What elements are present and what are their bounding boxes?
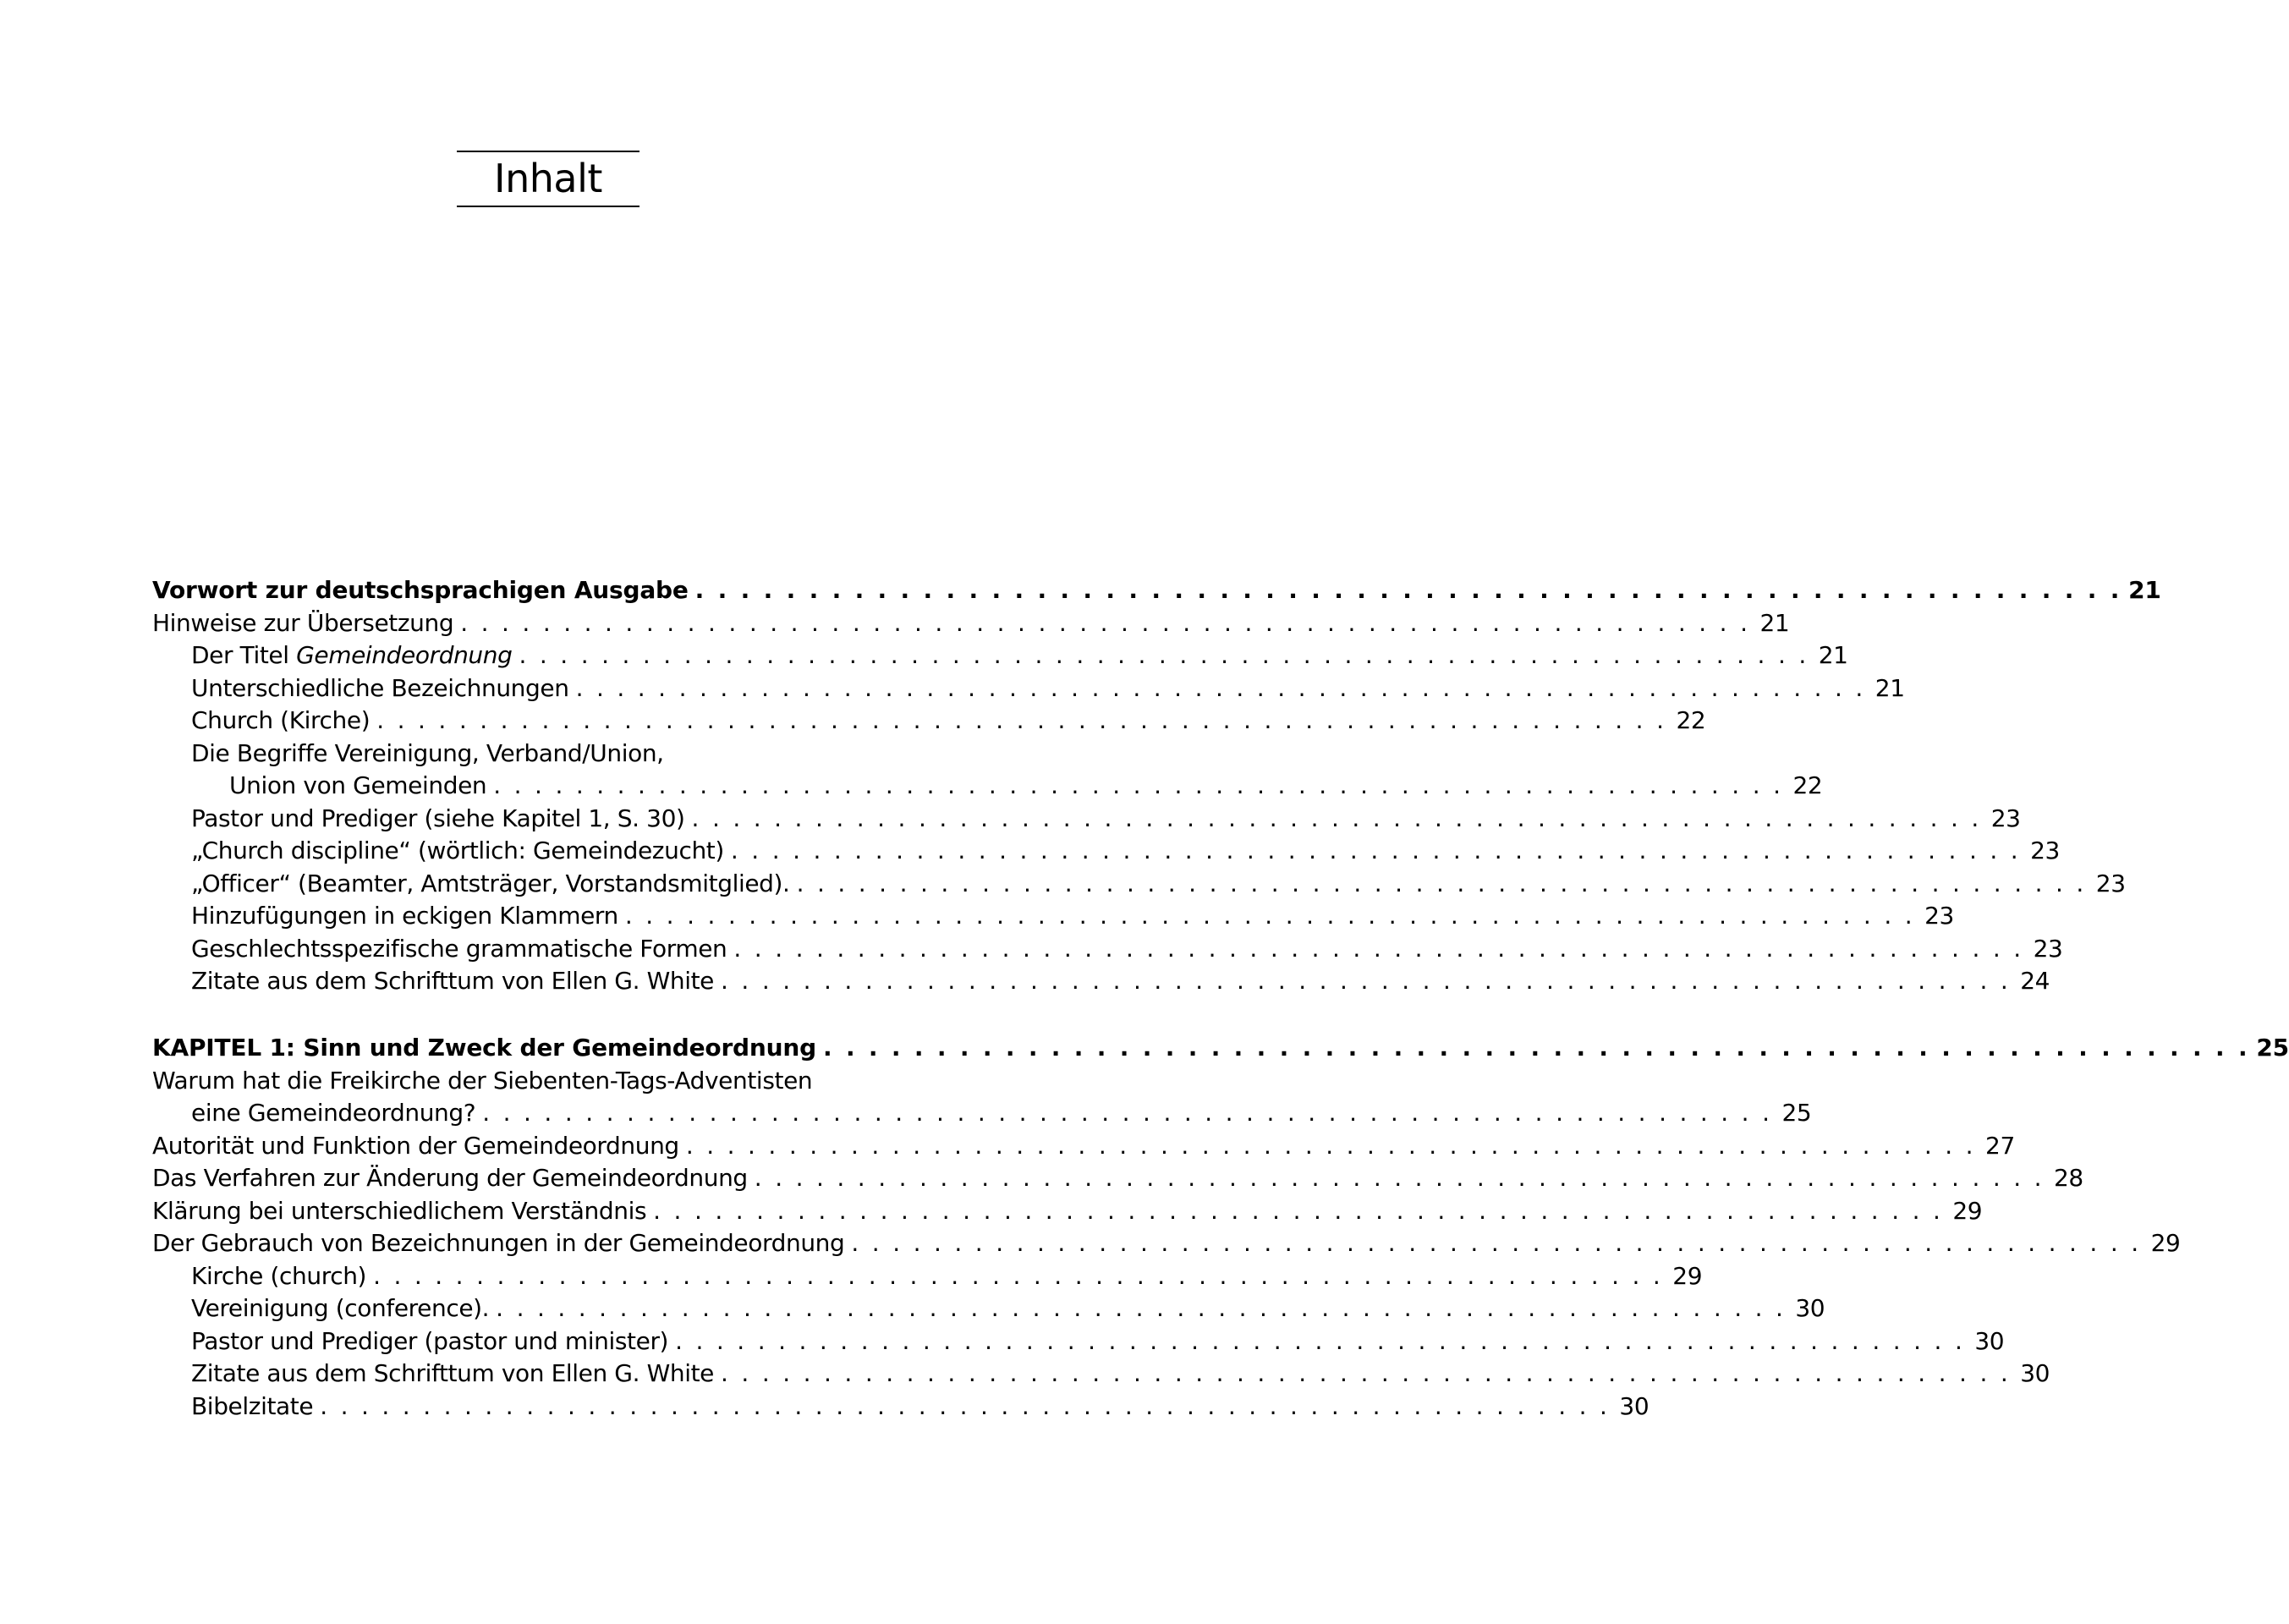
toc-entry-title: Union von Gemeinden	[229, 771, 487, 799]
toc-entry-title-italic: Gemeindeordnung	[296, 641, 513, 669]
toc-entry-kirche[interactable]	[152, 1259, 1703, 1293]
toc-entry-page: 21	[1759, 609, 1790, 637]
toc-entry-page: 21	[2128, 576, 2161, 604]
dot-leader: . . . . . . . . . . . . . . . . . . . . . . . . . . . . . . . . . . . . . . . . . . . . . . . . . . . . . . . . . . . . . . .	[320, 1392, 1611, 1420]
toc-entry-title: Die Begriffe Vereinigung, Verband/Union,	[191, 739, 664, 767]
toc-entry-title: Church (Kirche)	[191, 706, 371, 734]
toc-entry-title: Hinweise zur Übersetzung	[152, 609, 454, 637]
toc-entry-page: 21	[1875, 674, 1905, 702]
dot-leader: . . . . . . . . . . . . . . . . . . . . . . . . . . . . . . . . . . . . . . . . . . . . . . . . . . . . . . . . . . . . . . .	[796, 870, 2087, 897]
toc-entry-page: 28	[2054, 1164, 2083, 1192]
toc-entry-page: 23	[1990, 804, 2021, 832]
toc-entry-title: Vorwort zur deutschsprachigen Ausgabe	[152, 576, 689, 604]
toc-entry-zitate-1[interactable]	[152, 964, 2050, 998]
toc-entry-warum-line1[interactable]	[152, 1064, 949, 1098]
toc-entry-title: Warum hat die Freikirche der Siebenten-Tags-Adventisten	[152, 1067, 813, 1095]
toc-entry-bezeichnungen[interactable]	[152, 672, 1905, 705]
toc-entry-page: 29	[1672, 1262, 1703, 1290]
toc-entry-page: 27	[1985, 1132, 2015, 1160]
toc-entry-page: 29	[2150, 1229, 2181, 1257]
dot-leader: . . . . . . . . . . . . . . . . . . . . . . . . . . . . . . . . . . . . . . . . . . . . . . . . . . . . . . . . . . . . . . .	[653, 1197, 1944, 1225]
dot-leader: . . . . . . . . . . . . . . . . . . . . . . . . . . . . . . . . . . . . . . . . . . . . . . . . . . . . . . . . . . . . . . .	[851, 1229, 2142, 1257]
toc-entry-page: 30	[1795, 1294, 1825, 1322]
toc-entry-title: Geschlechtsspezifische grammatische Formen	[191, 935, 727, 963]
toc-entry-warum-line2[interactable]	[152, 1096, 1812, 1130]
toc-entry-page: 30	[2020, 1359, 2050, 1387]
toc-entry-title: Kirche (church)	[191, 1262, 367, 1290]
toc-entry-page: 21	[1818, 641, 1848, 669]
dot-leader: . . . . . . . . . . . . . . . . . . . . . . . . . . . . . . . . . . . . . . . . . . . . . . . . . . . . . . . . . . . . . . .	[754, 1164, 2045, 1192]
toc-entry-title: Vereinigung (conference).	[191, 1294, 490, 1322]
toc-entry-title: „Officer“ (Beamter, Amtsträger, Vorstandsmitglied).	[191, 870, 790, 897]
dot-leader: . . . . . . . . . . . . . . . . . . . . . . . . . . . . . . . . . . . . . . . . . . . . . . . . . . . . . . . . . . . . . . .	[460, 609, 1751, 637]
title-block	[457, 151, 639, 207]
toc-entry-title: Pastor und Prediger (siehe Kapitel 1, S. 30)	[191, 804, 685, 832]
toc-entry-page: 23	[2033, 935, 2063, 963]
dot-leader: . . . . . . . . . . . . . . . . . . . . . . . . . . . . . . . . . . . . . . . . . . . . . . . . . . . . . . . . . . . . . . .	[691, 804, 1982, 832]
toc-entry-title: Zitate aus dem Schrifttum von Ellen G. White	[191, 967, 715, 995]
toc-entry-pastor-prediger[interactable]	[152, 802, 2021, 836]
toc-entry-geschlecht[interactable]	[152, 932, 2063, 966]
toc-entry-hinweise[interactable]	[152, 606, 1790, 640]
toc-entry-kapitel-1[interactable]	[152, 1031, 2289, 1065]
toc-entry-title: Unterschiedliche Bezeichnungen	[191, 674, 569, 702]
toc-entry-title	[191, 639, 513, 672]
page-title: Inhalt	[494, 156, 602, 201]
dot-leader: . . . . . . . . . . . . . . . . . . . . . . . . . . . . . . . . . . . . . . . . . . . . . . . . . . . . . . . . . . . . . . .	[733, 935, 2024, 963]
toc-entry-begriffe-line1[interactable]	[152, 737, 949, 771]
toc-entry-church[interactable]	[152, 704, 1706, 738]
toc-entry-page: 30	[1974, 1327, 2005, 1355]
toc-entry-church-discipline[interactable]	[152, 834, 2060, 868]
toc-entry-klaerung[interactable]	[152, 1194, 1983, 1228]
dot-leader: . . . . . . . . . . . . . . . . . . . . . . . . . . . . . . . . . . . . . . . . . . . . . . . . . . . . . . . . . . . . . . .	[373, 1262, 1664, 1290]
toc-entry-begriffe-line2[interactable]	[152, 769, 1823, 803]
dot-leader: . . . . . . . . . . . . . . . . . . . . . . . . . . . . . . . . . . . . . . . . . . . . . . . . . . . . . . . . . . . . . . .	[493, 771, 1784, 799]
toc-entry-bibelzitate[interactable]	[152, 1390, 1650, 1424]
toc-entry-title: KAPITEL 1: Sinn und Zweck der Gemeindeordnung	[152, 1034, 816, 1062]
toc-entry-title: Zitate aus dem Schrifttum von Ellen G. White	[191, 1359, 715, 1387]
dot-leader: . . . . . . . . . . . . . . . . . . . . . . . . . . . . . . . . . . . . . . . . . . . . . . . . . . . . . . . . . . . . . . .	[624, 902, 1915, 930]
dot-leader: . . . . . . . . . . . . . . . . . . . . . . . . . . . . . . . . . . . . . . . . . . . . . . . . . . . . . . . . . . . . . . .	[675, 1327, 1966, 1355]
toc-entry-officer[interactable]	[152, 867, 2126, 901]
toc-entry-pastor-minister[interactable]	[152, 1325, 2005, 1358]
toc-entry-title: Der Gebrauch von Bezeichnungen in der Gemeindeordnung	[152, 1229, 845, 1257]
dot-leader: . . . . . . . . . . . . . . . . . . . . . . . . . . . . . . . . . . . . . . . . . . . . . . . . . . . . . . . . . . . . . . .	[822, 1034, 2250, 1062]
toc-entry-page: 23	[2095, 870, 2126, 897]
toc-entry-page: 23	[1924, 902, 1954, 930]
toc-entry-hinzufuegungen[interactable]	[152, 899, 1954, 933]
toc-entry-gebrauch[interactable]	[152, 1226, 2181, 1260]
toc-entry-page: 30	[1619, 1392, 1650, 1420]
toc-entry-page: 22	[1676, 706, 1706, 734]
dot-leader: . . . . . . . . . . . . . . . . . . . . . . . . . . . . . . . . . . . . . . . . . . . . . . . . . . . . . . . . . . . . . . .	[496, 1294, 1787, 1322]
dot-leader: . . . . . . . . . . . . . . . . . . . . . . . . . . . . . . . . . . . . . . . . . . . . . . . . . . . . . . . . . . . . . . .	[685, 1132, 1976, 1160]
toc-entry-page: 25	[1781, 1099, 1812, 1127]
toc-entry-title: Klärung bei unterschiedlichem Verständnis	[152, 1197, 647, 1225]
toc-entry-page: 23	[2030, 837, 2060, 864]
toc-entry-page: 29	[1952, 1197, 1983, 1225]
toc-entry-title: Bibelzitate	[191, 1392, 314, 1420]
toc-entry-page: 25	[2256, 1034, 2289, 1062]
dot-leader: . . . . . . . . . . . . . . . . . . . . . . . . . . . . . . . . . . . . . . . . . . . . . . . . . . . . . . . . . . . . . . .	[575, 674, 1866, 702]
dot-leader: . . . . . . . . . . . . . . . . . . . . . . . . . . . . . . . . . . . . . . . . . . . . . . . . . . . . . . . . . . . . . . .	[721, 1359, 2012, 1387]
toc-entry-page: 24	[2020, 967, 2050, 995]
dot-leader: . . . . . . . . . . . . . . . . . . . . . . . . . . . . . . . . . . . . . . . . . . . . . . . . . . . . . . . . . . . . . . .	[519, 641, 1809, 669]
toc-entry-title-pre: Der Titel	[191, 641, 297, 669]
toc-entry-title: Pastor und Prediger (pastor und minister)	[191, 1327, 669, 1355]
dot-leader: . . . . . . . . . . . . . . . . . . . . . . . . . . . . . . . . . . . . . . . . . . . . . . . . . . . . . . . . . . . . . . .	[730, 837, 2021, 864]
toc-entry-vereinigung[interactable]	[152, 1292, 1825, 1325]
toc-entry-page: 22	[1792, 771, 1823, 799]
dot-leader: . . . . . . . . . . . . . . . . . . . . . . . . . . . . . . . . . . . . . . . . . . . . . . . . . . . . . . . . . . . . . . .	[376, 706, 1667, 734]
toc-entry-titel[interactable]	[152, 639, 1848, 672]
dot-leader: . . . . . . . . . . . . . . . . . . . . . . . . . . . . . . . . . . . . . . . . . . . . . . . . . . . . . . . . . . . . . . .	[482, 1099, 1773, 1127]
toc-entry-title: „Church discipline“ (wörtlich: Gemeindezucht)	[191, 837, 724, 864]
toc-entry-title: Autorität und Funktion der Gemeindeordnung	[152, 1132, 679, 1160]
toc-entry-title: eine Gemeindeordnung?	[191, 1099, 476, 1127]
dot-leader: . . . . . . . . . . . . . . . . . . . . . . . . . . . . . . . . . . . . . . . . . . . . . . . . . . . . . . . . . . . . . . .	[721, 967, 2012, 995]
toc-entry-autoritaet[interactable]	[152, 1129, 2015, 1163]
toc-entry-title: Das Verfahren zur Änderung der Gemeindeordnung	[152, 1164, 748, 1192]
toc-entry-title: Hinzufügungen in eckigen Klammern	[191, 902, 618, 930]
toc-entry-verfahren[interactable]	[152, 1161, 2083, 1195]
dot-leader: . . . . . . . . . . . . . . . . . . . . . . . . . . . . . . . . . . . . . . . . . . . . . . . . . . . . . . . . . . . . . . .	[694, 576, 2122, 604]
toc-entry-vorwort[interactable]	[152, 573, 2161, 607]
toc-entry-zitate-2[interactable]	[152, 1357, 2050, 1391]
